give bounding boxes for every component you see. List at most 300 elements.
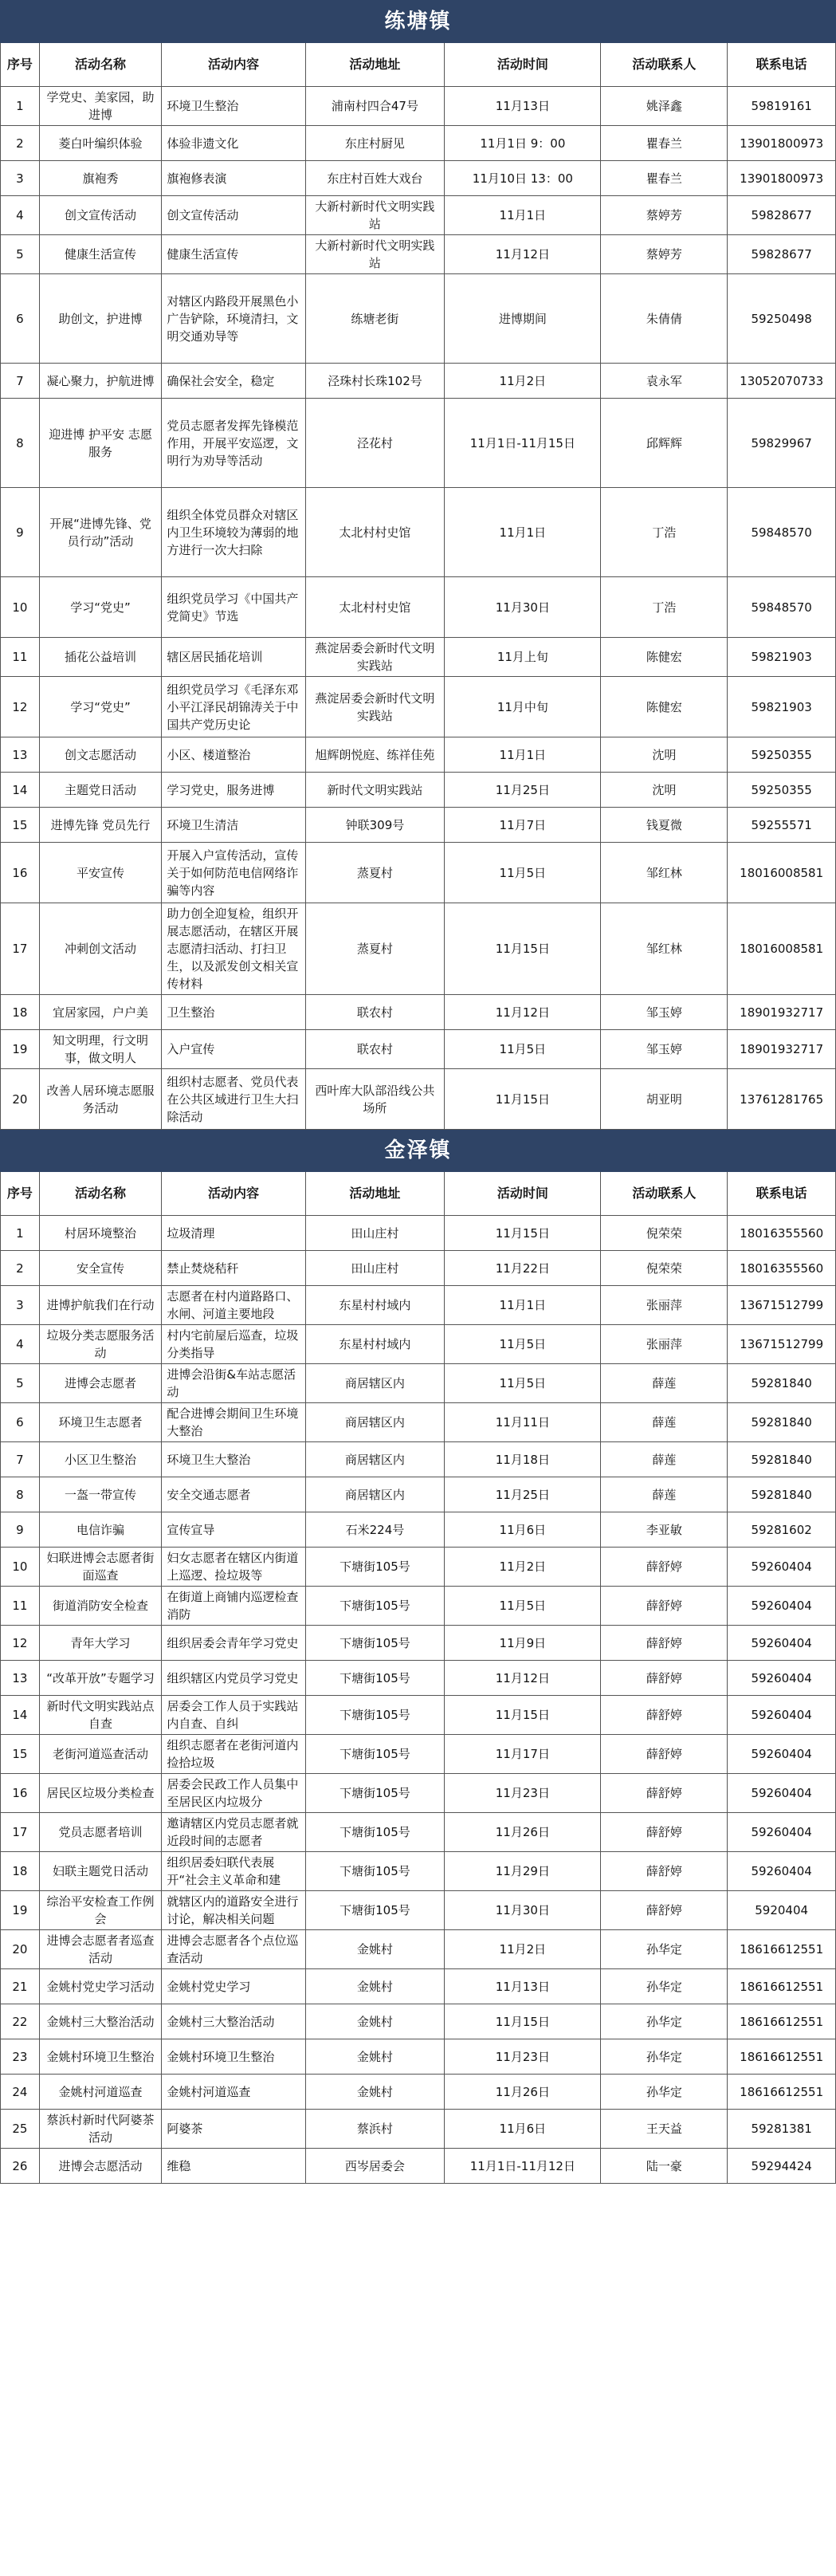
cell-content: 组织志愿者在老街河道内捡拾垃圾 [162, 1735, 305, 1774]
cell-content: 确保社会安全，稳定 [162, 364, 305, 399]
cell-content: 组织全体党员群众对辖区内卫生环境较为薄弱的地方进行一次大扫除 [162, 488, 305, 577]
cell-phone: 13901800973 [728, 126, 836, 161]
cell-contact: 薛莲 [601, 1403, 728, 1442]
cell-contact: 薛舒婷 [601, 1696, 728, 1735]
cell-number: 5 [1, 235, 40, 274]
cell-content: 金姚村三大整治活动 [162, 2004, 305, 2039]
cell-contact: 薛舒婷 [601, 1774, 728, 1813]
cell-place: 下塘街105号 [305, 1661, 445, 1696]
cell-place: 蒸夏村 [305, 903, 445, 995]
cell-contact: 薛舒婷 [601, 1661, 728, 1696]
cell-content: 组织居委会青年学习党史 [162, 1626, 305, 1661]
cell-time: 11月26日 [445, 1813, 601, 1852]
cell-content: 组织村志愿者、党员代表在公共区域进行卫生大扫除活动 [162, 1069, 305, 1130]
cell-contact: 倪荣荣 [601, 1216, 728, 1251]
cell-content: 在街道上商铺内巡逻检查消防 [162, 1587, 305, 1626]
cell-time: 11月中旬 [445, 677, 601, 737]
cell-phone: 59281840 [728, 1442, 836, 1477]
cell-content: 村内宅前屋后巡查，垃圾分类指导 [162, 1325, 305, 1364]
cell-name: 菱白叶编织体验 [39, 126, 162, 161]
column-header-phone: 联系电话 [728, 43, 836, 87]
cell-name: 小区卫生整治 [39, 1442, 162, 1477]
cell-time: 11月9日 [445, 1626, 601, 1661]
cell-name: 学党史、美家园，助进博 [39, 87, 162, 126]
cell-phone: 59260404 [728, 1696, 836, 1735]
cell-time: 11月1日-11月12日 [445, 2149, 601, 2184]
cell-name: 知文明理，行文明事，做文明人 [39, 1030, 162, 1069]
cell-content: 妇女志愿者在辖区内街道上巡逻、捡垃圾等 [162, 1548, 305, 1587]
cell-phone: 18016355560 [728, 1216, 836, 1251]
cell-number: 12 [1, 1626, 40, 1661]
cell-place: 大新村新时代文明实践站 [305, 235, 445, 274]
cell-phone: 18616612551 [728, 2039, 836, 2075]
cell-place: 田山庄村 [305, 1216, 445, 1251]
cell-name: 妇联主题党日活动 [39, 1852, 162, 1891]
cell-content: 居委会民政工作人员集中至居民区内垃圾分 [162, 1774, 305, 1813]
table-row [1, 1587, 836, 1626]
cell-name: 学习“党史” [39, 577, 162, 638]
cell-phone: 18016008581 [728, 843, 836, 903]
cell-number: 16 [1, 843, 40, 903]
cell-name: 党员志愿者培训 [39, 1813, 162, 1852]
cell-time: 11月5日 [445, 1587, 601, 1626]
table-row [1, 1969, 836, 2004]
table-row [1, 126, 836, 161]
column-header-name: 活动名称 [39, 43, 162, 87]
table-row [1, 1696, 836, 1735]
cell-name: 凝心聚力，护航进博 [39, 364, 162, 399]
cell-time: 11月2日 [445, 1930, 601, 1969]
cell-place: 泾花村 [305, 399, 445, 488]
header-row [1, 43, 836, 87]
cell-phone: 5920404 [728, 1891, 836, 1930]
cell-phone: 13671512799 [728, 1325, 836, 1364]
cell-time: 11月1日 [445, 488, 601, 577]
cell-name: 新时代文明实践站点自查 [39, 1696, 162, 1735]
cell-number: 23 [1, 2039, 40, 2075]
table-row [1, 995, 836, 1030]
table-row [1, 737, 836, 773]
cell-phone: 59828677 [728, 196, 836, 235]
cell-contact: 沈明 [601, 773, 728, 808]
table-row [1, 196, 836, 235]
table-row [1, 1442, 836, 1477]
cell-place: 下塘街105号 [305, 1696, 445, 1735]
cell-content: 健康生活宣传 [162, 235, 305, 274]
cell-name: 学习“党史” [39, 677, 162, 737]
cell-place: 金姚村 [305, 2004, 445, 2039]
cell-contact: 邹红林 [601, 843, 728, 903]
cell-time: 11月1日 [445, 1286, 601, 1325]
table-row [1, 1512, 836, 1548]
cell-time: 11月12日 [445, 235, 601, 274]
cell-content: 环境卫生清洁 [162, 808, 305, 843]
cell-place: 西叶库大队部沿线公共场所 [305, 1069, 445, 1130]
cell-contact: 倪荣荣 [601, 1251, 728, 1286]
cell-content: 进博会志愿者各个点位巡查活动 [162, 1930, 305, 1969]
cell-name: 街道消防安全检查 [39, 1587, 162, 1626]
town-banner [1, 1130, 836, 1172]
cell-number: 19 [1, 1030, 40, 1069]
cell-time: 11月6日 [445, 1512, 601, 1548]
cell-phone: 59829967 [728, 399, 836, 488]
cell-time: 11月13日 [445, 1969, 601, 2004]
cell-phone: 59260404 [728, 1587, 836, 1626]
cell-time: 11月12日 [445, 1661, 601, 1696]
cell-place: 蒸夏村 [305, 843, 445, 903]
cell-name: 进博会志愿活动 [39, 2149, 162, 2184]
cell-time: 11月30日 [445, 1891, 601, 1930]
cell-number: 3 [1, 161, 40, 196]
cell-place: 石米224号 [305, 1512, 445, 1548]
table-row [1, 1813, 836, 1852]
cell-contact: 邹红林 [601, 903, 728, 995]
cell-time: 11月7日 [445, 808, 601, 843]
cell-name: 进博会志愿者 [39, 1364, 162, 1403]
cell-time: 11月5日 [445, 843, 601, 903]
cell-number: 14 [1, 773, 40, 808]
cell-name: 改善人居环境志愿服务活动 [39, 1069, 162, 1130]
cell-time: 11月15日 [445, 2004, 601, 2039]
cell-content: 环境卫生大整治 [162, 1442, 305, 1477]
cell-name: 村居环境整治 [39, 1216, 162, 1251]
cell-phone: 18616612551 [728, 2075, 836, 2110]
cell-contact: 朱倩倩 [601, 274, 728, 364]
cell-place: 东星村村域内 [305, 1286, 445, 1325]
cell-time: 11月2日 [445, 1548, 601, 1587]
cell-time: 11月11日 [445, 1403, 601, 1442]
cell-contact: 薛舒婷 [601, 1548, 728, 1587]
cell-number: 13 [1, 1661, 40, 1696]
cell-time: 11月12日 [445, 995, 601, 1030]
cell-content: 旗袍修表演 [162, 161, 305, 196]
cell-time: 11月10日 13：00 [445, 161, 601, 196]
cell-place: 东星村村域内 [305, 1325, 445, 1364]
cell-content: 金姚村河道巡查 [162, 2075, 305, 2110]
cell-name: 妇联进博会志愿者街面巡查 [39, 1548, 162, 1587]
cell-number: 17 [1, 903, 40, 995]
cell-phone: 59848570 [728, 488, 836, 577]
cell-time: 11月17日 [445, 1735, 601, 1774]
cell-name: 金姚村党史学习活动 [39, 1969, 162, 2004]
column-header-number: 序号 [1, 1172, 40, 1216]
cell-contact: 孙华定 [601, 2075, 728, 2110]
cell-content: 金姚村环境卫生整治 [162, 2039, 305, 2075]
cell-number: 22 [1, 2004, 40, 2039]
cell-time: 11月29日 [445, 1852, 601, 1891]
cell-place: 下塘街105号 [305, 1626, 445, 1661]
cell-contact: 张丽萍 [601, 1286, 728, 1325]
cell-place: 燕淀居委会新时代文明实践站 [305, 638, 445, 677]
cell-content: 小区、楼道整治 [162, 737, 305, 773]
cell-place: 金姚村 [305, 2075, 445, 2110]
cell-content: 组织党员学习《毛泽东邓小平江泽民胡锦涛关于中国共产党历史论 [162, 677, 305, 737]
cell-phone: 59260404 [728, 1774, 836, 1813]
cell-name: 迎进博 护平安 志愿服务 [39, 399, 162, 488]
cell-contact: 陈健宏 [601, 677, 728, 737]
cell-contact: 薛舒婷 [601, 1626, 728, 1661]
cell-number: 17 [1, 1813, 40, 1852]
cell-place: 联农村 [305, 1030, 445, 1069]
cell-number: 10 [1, 1548, 40, 1587]
cell-time: 11月5日 [445, 1364, 601, 1403]
cell-name: 安全宣传 [39, 1251, 162, 1286]
cell-time: 11月23日 [445, 2039, 601, 2075]
cell-content: 志愿者在村内道路路口、水闸、河道主要地段 [162, 1286, 305, 1325]
cell-number: 15 [1, 808, 40, 843]
cell-place: 下塘街105号 [305, 1891, 445, 1930]
cell-time: 11月15日 [445, 1216, 601, 1251]
cell-number: 18 [1, 995, 40, 1030]
table-row [1, 161, 836, 196]
cell-place: 金姚村 [305, 1930, 445, 1969]
cell-place: 大新村新时代文明实践站 [305, 196, 445, 235]
table-row [1, 1774, 836, 1813]
table-row [1, 2075, 836, 2110]
cell-place: 燕淀居委会新时代文明实践站 [305, 677, 445, 737]
cell-name: 环境卫生志愿者 [39, 1403, 162, 1442]
cell-contact: 邹玉婷 [601, 995, 728, 1030]
cell-time: 11月1日-11月15日 [445, 399, 601, 488]
cell-phone: 59250355 [728, 737, 836, 773]
cell-place: 蔡浜村 [305, 2110, 445, 2149]
table-row [1, 488, 836, 577]
cell-number: 21 [1, 1969, 40, 2004]
cell-place: 下塘街105号 [305, 1548, 445, 1587]
table-row [1, 843, 836, 903]
table-row [1, 1325, 836, 1364]
cell-number: 4 [1, 1325, 40, 1364]
table-row [1, 1286, 836, 1325]
cell-place: 旭辉朗悦庭、练祥佳苑 [305, 737, 445, 773]
cell-phone: 59250498 [728, 274, 836, 364]
cell-place: 下塘街105号 [305, 1852, 445, 1891]
cell-contact: 孙华定 [601, 2004, 728, 2039]
cell-name: 健康生活宣传 [39, 235, 162, 274]
cell-contact: 王天益 [601, 2110, 728, 2149]
cell-number: 8 [1, 399, 40, 488]
cell-content: 组织辖区内党员学习党史 [162, 1661, 305, 1696]
cell-phone: 59281840 [728, 1403, 836, 1442]
table-row [1, 2110, 836, 2149]
cell-time: 11月26日 [445, 2075, 601, 2110]
table-row [1, 1735, 836, 1774]
table-row [1, 1548, 836, 1587]
cell-place: 太北村村史馆 [305, 488, 445, 577]
cell-content: 就辖区内的道路安全进行讨论，解决相关问题 [162, 1891, 305, 1930]
cell-number: 18 [1, 1852, 40, 1891]
cell-place: 金姚村 [305, 1969, 445, 2004]
cell-number: 14 [1, 1696, 40, 1735]
cell-time: 11月6日 [445, 2110, 601, 2149]
cell-contact: 薛舒婷 [601, 1813, 728, 1852]
cell-content: 创文宣传活动 [162, 196, 305, 235]
column-header-content: 活动内容 [162, 1172, 305, 1216]
cell-contact: 蔡婷芳 [601, 235, 728, 274]
cell-time: 11月2日 [445, 364, 601, 399]
cell-content: 宣传宣导 [162, 1512, 305, 1548]
cell-number: 26 [1, 2149, 40, 2184]
table-row [1, 808, 836, 843]
cell-contact: 薛莲 [601, 1442, 728, 1477]
cell-name: 金姚村三大整治活动 [39, 2004, 162, 2039]
cell-name: 创文志愿活动 [39, 737, 162, 773]
cell-place: 商居辖区内 [305, 1364, 445, 1403]
cell-number: 9 [1, 488, 40, 577]
cell-contact: 薛舒婷 [601, 1852, 728, 1891]
cell-time: 11月15日 [445, 903, 601, 995]
cell-time: 11月30日 [445, 577, 601, 638]
cell-number: 11 [1, 638, 40, 677]
cell-phone: 18016008581 [728, 903, 836, 995]
table-row [1, 773, 836, 808]
cell-phone: 13901800973 [728, 161, 836, 196]
cell-number: 12 [1, 677, 40, 737]
cell-name: 旗袍秀 [39, 161, 162, 196]
cell-phone: 59250355 [728, 773, 836, 808]
cell-name: 主题党日活动 [39, 773, 162, 808]
cell-content: 体验非遗文化 [162, 126, 305, 161]
cell-contact: 李亚敏 [601, 1512, 728, 1548]
cell-place: 泾珠村长珠102号 [305, 364, 445, 399]
cell-name: 进博护航我们在行动 [39, 1286, 162, 1325]
cell-time: 11月5日 [445, 1030, 601, 1069]
cell-content: 配合进博会期间卫生环境大整治 [162, 1403, 305, 1442]
cell-time: 11月上旬 [445, 638, 601, 677]
cell-phone: 59260404 [728, 1661, 836, 1696]
cell-phone: 59821903 [728, 638, 836, 677]
cell-name: 创文宣传活动 [39, 196, 162, 235]
cell-name: 老街河道巡查活动 [39, 1735, 162, 1774]
cell-number: 20 [1, 1930, 40, 1969]
cell-phone: 18901932717 [728, 1030, 836, 1069]
cell-place: 下塘街105号 [305, 1813, 445, 1852]
cell-content: 居委会工作人员于实践站内自查、自纠 [162, 1696, 305, 1735]
cell-name: 金姚村河道巡查 [39, 2075, 162, 2110]
cell-time: 进博期间 [445, 274, 601, 364]
cell-contact: 孙华定 [601, 1969, 728, 2004]
cell-place: 金姚村 [305, 2039, 445, 2075]
cell-number: 15 [1, 1735, 40, 1774]
cell-content: 学习党史，服务进博 [162, 773, 305, 808]
column-header-contact: 活动联系人 [601, 1172, 728, 1216]
cell-phone: 59260404 [728, 1548, 836, 1587]
cell-number: 13 [1, 737, 40, 773]
cell-time: 11月13日 [445, 87, 601, 126]
cell-name: “改革开放”专题学习 [39, 1661, 162, 1696]
column-header-name: 活动名称 [39, 1172, 162, 1216]
cell-number: 19 [1, 1891, 40, 1930]
cell-number: 1 [1, 1216, 40, 1251]
cell-time: 11月25日 [445, 1477, 601, 1512]
table-row [1, 274, 836, 364]
cell-contact: 张丽萍 [601, 1325, 728, 1364]
cell-place: 新时代文明实践站 [305, 773, 445, 808]
cell-name: 综治平安检查工作例会 [39, 1891, 162, 1930]
cell-content: 阿婆茶 [162, 2110, 305, 2149]
table-row [1, 1852, 836, 1891]
cell-content: 党员志愿者发挥先锋模范作用，开展平安巡逻，文明行为劝导等活动 [162, 399, 305, 488]
cell-contact: 丁浩 [601, 577, 728, 638]
table-row [1, 1216, 836, 1251]
cell-place: 田山庄村 [305, 1251, 445, 1286]
cell-content: 开展入户宣传活动，宣传关于如何防范电信网络诈骗等内容 [162, 843, 305, 903]
cell-content: 邀请辖区内党员志愿者就近段时间的志愿者 [162, 1813, 305, 1852]
cell-contact: 邹玉婷 [601, 1030, 728, 1069]
cell-content: 组织居委妇联代表展开“社会主义革命和建 [162, 1852, 305, 1891]
table-row [1, 1477, 836, 1512]
table-row [1, 1626, 836, 1661]
cell-phone: 59281381 [728, 2110, 836, 2149]
cell-number: 11 [1, 1587, 40, 1626]
cell-number: 8 [1, 1477, 40, 1512]
cell-content: 垃圾清理 [162, 1216, 305, 1251]
cell-place: 下塘街105号 [305, 1774, 445, 1813]
cell-place: 下塘街105号 [305, 1587, 445, 1626]
cell-content: 入户宣传 [162, 1030, 305, 1069]
cell-number: 25 [1, 2110, 40, 2149]
cell-time: 11月25日 [445, 773, 601, 808]
cell-phone: 13761281765 [728, 1069, 836, 1130]
cell-content: 助力创全迎复检，组织开展志愿活动，在辖区开展志愿清扫活动、打扫卫生，以及派发创文相关宣传材料 [162, 903, 305, 995]
cell-name: 宜居家园，户户美 [39, 995, 162, 1030]
cell-place: 联农村 [305, 995, 445, 1030]
column-header-contact: 活动联系人 [601, 43, 728, 87]
cell-number: 4 [1, 196, 40, 235]
table-row [1, 1251, 836, 1286]
cell-number: 5 [1, 1364, 40, 1403]
cell-contact: 胡亚明 [601, 1069, 728, 1130]
cell-phone: 18901932717 [728, 995, 836, 1030]
table-row [1, 677, 836, 737]
cell-contact: 薛莲 [601, 1364, 728, 1403]
header-row [1, 1172, 836, 1216]
table-row [1, 1661, 836, 1696]
cell-content: 维稳 [162, 2149, 305, 2184]
cell-content: 进博会沿街&车站志愿活动 [162, 1364, 305, 1403]
cell-content: 对辖区内路段开展黑色小广告铲除，环境清扫，文明交通劝导等 [162, 274, 305, 364]
cell-phone: 59260404 [728, 1626, 836, 1661]
table-row [1, 364, 836, 399]
cell-name: 助创文，护进博 [39, 274, 162, 364]
cell-contact: 薛莲 [601, 1477, 728, 1512]
cell-content: 安全交通志愿者 [162, 1477, 305, 1512]
cell-contact: 瞿春兰 [601, 126, 728, 161]
cell-place: 西岑居委会 [305, 2149, 445, 2184]
table-row [1, 1364, 836, 1403]
table-row [1, 1069, 836, 1130]
town-banner [1, 1, 836, 43]
cell-time: 11月23日 [445, 1774, 601, 1813]
cell-name: 垃圾分类志愿服务活动 [39, 1325, 162, 1364]
cell-name: 一盔一带宣传 [39, 1477, 162, 1512]
cell-place: 钟联309号 [305, 808, 445, 843]
cell-place: 商居辖区内 [305, 1403, 445, 1442]
cell-phone: 59821903 [728, 677, 836, 737]
cell-number: 10 [1, 577, 40, 638]
cell-name: 进博先锋 党员先行 [39, 808, 162, 843]
cell-number: 6 [1, 274, 40, 364]
cell-name: 电信诈骗 [39, 1512, 162, 1548]
cell-time: 11月1日 [445, 196, 601, 235]
cell-number: 3 [1, 1286, 40, 1325]
cell-number: 2 [1, 126, 40, 161]
cell-place: 练塘老街 [305, 274, 445, 364]
column-header-number: 序号 [1, 43, 40, 87]
cell-phone: 59260404 [728, 1852, 836, 1891]
table-row [1, 2004, 836, 2039]
cell-place: 太北村村史馆 [305, 577, 445, 638]
